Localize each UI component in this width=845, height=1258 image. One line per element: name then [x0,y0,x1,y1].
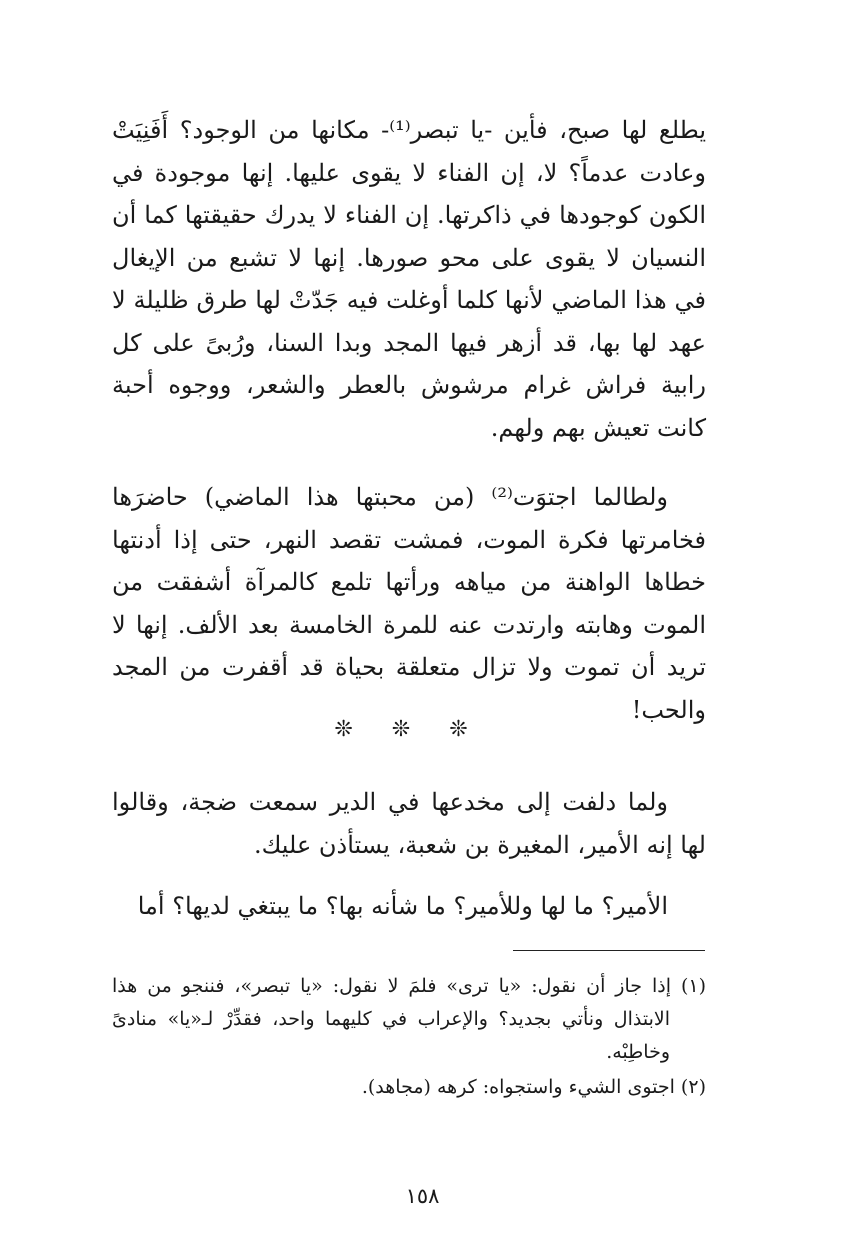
footnotes [112,970,706,1104]
body-paragraph-3: ولما دلفت إلى مخدعها في الدير سمعت ضجة، وقالوا لها إنه الأمير، المغيرة بن شعبة، يستأذن عليك. [112,788,706,859]
footnote-1: (١) إذا جاز أن نقول: «يا ترى» فلمَ لا نقول: «يا تبصر»، فننجو من هذا الابتذال ونأتي بجديد؟ والإعراب في كليهما واحد، فقدِّرْ لـ«يا» منادىً وخاطِبْه. [112,975,706,1063]
body-paragraph-2: ولطالما اجتوَت⁽²⁾ (من محبتها هذا الماضي) حاضرَها فخامرتها فكرة الموت، فمشت تقصد النهر، حتى إذا أدنتها خطاها الواهنة من مياهه ورأتها تلمع كالمرآة أشفقت من الموت وهابته وارتدت عنه للمرة الخامسة بعد الألف. إنها لا تريد أن تموت ولا تزال متعلقة بحياة قد أقفرت من المجد والحب! [112,483,706,724]
body-paragraph-1: يطلع لها صبح، فأين -يا تبصر⁽¹⁾- مكانها من الوجود؟ أَفَنِيَتْ وعادت عدماً؟ لا، إن الفناء لا يقوى عليها. إنها موجودة في الكون كوجودها في ذاكرتها. إن الفناء لا يدرك حقيقتها كما أن النسيان لا يقوى على محو صورها. إنها لا تشبع من الإيغال في هذا الماضي لأنها كلما أوغلت فيه جَدّتْ لها طرق ظليلة لا عهد لها بها، قد أزهر فيها المجد وبدا السنا، ورُبىً على كل رابية فراش غرام مرشوش بالعطر والشعر، ووجوه أحبة كانت تعيش بهم ولهم. [112,116,707,442]
footnote-2: (٢) اجتوى الشيء واستجواه: كرهه (مجاهد). [361,1076,706,1098]
page-number: ١٥٨ [405,1184,440,1208]
body-paragraph-4: الأمير؟ ما لها وللأمير؟ ما شأنه بها؟ ما يبتغي لديها؟ أما [137,892,668,920]
footnote-divider [513,950,705,951]
section-separator: ❊ ❊ ❊ [334,717,484,742]
